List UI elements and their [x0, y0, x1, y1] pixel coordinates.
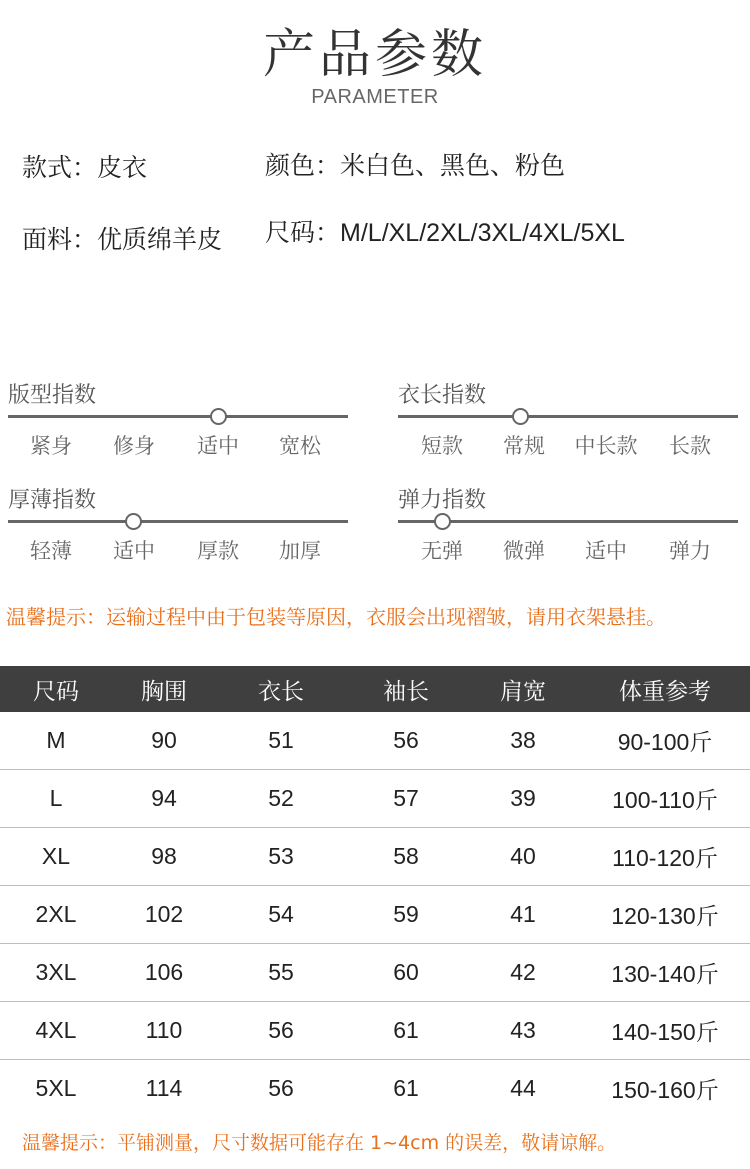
spec-size — [265, 213, 625, 249]
cell-chest: 90 — [112, 712, 216, 770]
cell-length: 56 — [268, 1075, 294, 1101]
index-fit-option: 宽松 — [279, 434, 321, 458]
index-elasticity-option: 弹力 — [669, 539, 711, 563]
index-length — [398, 378, 743, 468]
table-row — [0, 712, 750, 770]
spec-fabric-label: 面料： — [22, 225, 98, 254]
spec-size-label: 尺码： — [265, 218, 341, 247]
cell-chest: 114 — [145, 1075, 183, 1101]
cell-chest: 106 — [112, 944, 216, 1002]
cell-weight: 110-120斤 — [580, 828, 750, 886]
cell-sleeve: 57 — [346, 770, 466, 828]
index-fit-option: 修身 — [113, 434, 155, 458]
cell-shoulder: 39 — [466, 770, 580, 828]
index-fit-track — [8, 415, 348, 418]
index-length-option: 中长款 — [574, 434, 638, 458]
table-row — [0, 944, 750, 1002]
cell-sleeve: 59 — [346, 886, 466, 944]
index-fit — [8, 378, 353, 468]
index-thickness-track — [8, 520, 348, 523]
table-row — [0, 770, 750, 828]
header-weight: 体重参考 — [580, 666, 750, 712]
cell-shoulder: 38 — [466, 712, 580, 770]
cell-size: L — [0, 770, 112, 828]
header-size: 尺码 — [0, 666, 112, 712]
index-length-knob — [512, 408, 529, 425]
page-subtitle: PARAMETER — [311, 86, 439, 108]
spec-style — [22, 148, 147, 184]
cell-sleeve: 61 — [346, 1002, 466, 1060]
index-fit-knob — [210, 408, 227, 425]
cell-sleeve: 60 — [346, 944, 466, 1002]
spec-color-label: 颜色： — [265, 151, 341, 180]
index-thickness-name: 厚薄指数 — [8, 488, 97, 513]
cell-chest: 98 — [112, 828, 216, 886]
index-thickness-option: 厚款 — [197, 539, 239, 563]
index-thickness-option: 加厚 — [279, 539, 321, 563]
index-fit-option: 适中 — [197, 434, 239, 458]
cell-chest: 102 — [112, 886, 216, 944]
cell-weight: 130-140斤 — [580, 944, 750, 1002]
cell-size: 5XL — [35, 1075, 77, 1101]
index-length-option: 短款 — [421, 434, 463, 458]
cell-sleeve: 56 — [346, 712, 466, 770]
spec-fabric-value: 优质绵羊皮 — [97, 225, 223, 254]
table-row — [0, 1060, 750, 1118]
index-elasticity-option: 无弹 — [421, 539, 463, 563]
cell-shoulder: 40 — [466, 828, 580, 886]
cell-size: XL — [0, 828, 112, 886]
header-shoulder: 肩宽 — [466, 666, 580, 712]
page-title: 产品参数 — [262, 25, 487, 85]
spec-style-value: 皮衣 — [97, 153, 148, 182]
spec-color — [265, 146, 565, 182]
index-thickness-option: 轻薄 — [30, 539, 72, 563]
cell-size: M — [0, 712, 112, 770]
size-table-header — [0, 666, 750, 712]
cell-length: 53 — [216, 828, 346, 886]
index-elasticity-knob — [434, 513, 451, 530]
spec-style-label: 款式： — [22, 153, 98, 182]
cell-length: 52 — [216, 770, 346, 828]
cell-sleeve: 61 — [393, 1075, 419, 1101]
cell-size: 3XL — [0, 944, 112, 1002]
header-chest: 胸围 — [112, 666, 216, 712]
index-elasticity — [398, 483, 743, 573]
cell-shoulder: 42 — [466, 944, 580, 1002]
cell-weight: 120-130斤 — [580, 886, 750, 944]
cell-length: 55 — [216, 944, 346, 1002]
spec-fabric — [22, 220, 222, 256]
spec-color-value: 米白色、黑色、粉色 — [340, 151, 566, 180]
index-length-option: 长款 — [669, 434, 711, 458]
cell-size: 4XL — [0, 1002, 112, 1060]
table-row — [0, 1002, 750, 1060]
index-fit-option: 紧身 — [30, 434, 72, 458]
cell-shoulder: 43 — [466, 1002, 580, 1060]
index-fit-name: 版型指数 — [8, 383, 97, 408]
cell-shoulder: 44 — [510, 1075, 536, 1101]
index-elasticity-name: 弹力指数 — [398, 488, 487, 513]
table-row — [0, 828, 750, 886]
cell-shoulder: 41 — [466, 886, 580, 944]
spec-size-value: M/L/XL/2XL/3XL/4XL/5XL — [340, 219, 625, 247]
cell-sleeve: 58 — [346, 828, 466, 886]
index-thickness — [8, 483, 353, 573]
index-length-track — [398, 415, 738, 418]
index-elasticity-option: 适中 — [585, 539, 627, 563]
table-row — [0, 886, 750, 944]
index-thickness-knob — [125, 513, 142, 530]
header-sleeve: 袖长 — [346, 666, 466, 712]
cell-weight: 140-150斤 — [580, 1002, 750, 1060]
cell-length: 54 — [216, 886, 346, 944]
cell-size: 2XL — [0, 886, 112, 944]
cell-chest: 110 — [112, 1002, 216, 1060]
cell-weight: 150-160斤 — [611, 1077, 719, 1103]
cell-weight: 100-110斤 — [580, 770, 750, 828]
index-length-option: 常规 — [503, 434, 545, 458]
cell-chest: 94 — [112, 770, 216, 828]
cell-length: 56 — [216, 1002, 346, 1060]
size-table — [0, 666, 750, 1117]
cell-length: 51 — [216, 712, 346, 770]
index-thickness-option: 适中 — [113, 539, 155, 563]
measurement-note: 温馨提示：平铺测量，尺寸数据可能存在 1~4cm 的误差，敬请谅解。 — [22, 1132, 617, 1154]
index-length-name: 衣长指数 — [398, 383, 487, 408]
header-length: 衣长 — [216, 666, 346, 712]
shipping-note: 温馨提示：运输过程中由于包装等原因，衣服会出现褶皱，请用衣架悬挂。 — [6, 605, 666, 629]
cell-weight: 90-100斤 — [580, 712, 750, 770]
index-elasticity-option: 微弹 — [503, 539, 545, 563]
